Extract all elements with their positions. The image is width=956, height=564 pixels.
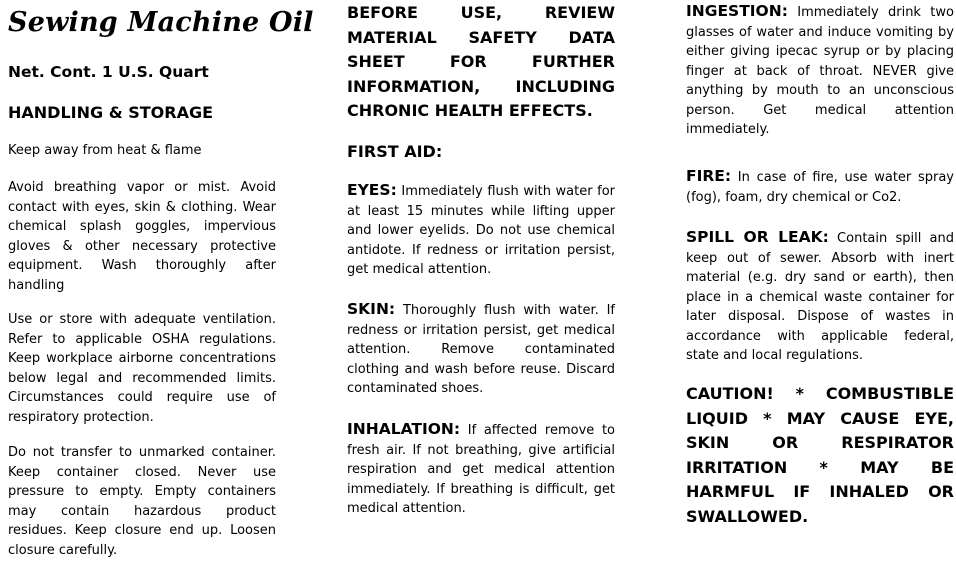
first-aid-ingestion xyxy=(686,2,954,140)
first-aid-eyes xyxy=(347,181,615,280)
first-aid-skin xyxy=(347,300,615,399)
eyes-text: Immediately flush with water for at least 15 minutes while lifting upper and lower eyelids. Do not use chemical antidote. If redness or irritation persist, get medical attention. xyxy=(347,184,615,277)
fire-section xyxy=(686,167,954,207)
handling-paragraph: Use or store with adequate ventilation. Refer to applicable OSHA regulations. Keep workplace airborne concentrations below legal and recommended limits. Circumstances could require use of respiratory protection. xyxy=(8,312,276,425)
first-aid-heading: FIRST AID: xyxy=(347,142,443,161)
brand-title: Sewing Machine Oil xyxy=(8,7,314,38)
fire-text: In case of fire, use water spray (fog), foam, dry chemical or Co2. xyxy=(686,170,954,205)
eyes-label: EYES: xyxy=(347,181,397,199)
first-aid-inhalation xyxy=(347,420,615,519)
handling-paragraph: Keep away from heat & flame xyxy=(8,143,202,158)
inhalation-text: If affected remove to fresh air. If not breathing, give artificial respiration and get medical attention immediately. If breathing is difficult, get medical attention. xyxy=(347,423,615,516)
inhalation-label: INHALATION: xyxy=(347,420,461,438)
ingestion-label: INGESTION: xyxy=(686,2,788,20)
spill-section xyxy=(686,228,954,366)
skin-text: Thoroughly flush with water. If redness or irritation persist, get medical attention. Remove contaminated clothing and wash before reuse. Discard contaminated shoes. xyxy=(347,303,615,396)
caution-warning: CAUTION! * COMBUSTIBLE LIQUID * MAY CAUSE EYE, SKIN OR RESPIRATOR IRRITATION * MAY BE HARMFUL IF INHALED OR SWALLOWED. xyxy=(686,384,954,526)
handling-paragraph: Avoid breathing vapor or mist. Avoid contact with eyes, skin & clothing. Wear chemical splash goggles, impervious gloves & other necessary protective equipment. Wash thoroughly after handling xyxy=(8,180,276,293)
column-handling xyxy=(8,0,314,558)
spill-label: SPILL OR LEAK: xyxy=(686,228,829,246)
fire-label: FIRE: xyxy=(686,167,732,185)
msds-notice: BEFORE USE, REVIEW MATERIAL SAFETY DATA SHEET FOR FURTHER INFORMATION, INCLUDING CHRONIC HEALTH EFFECTS. xyxy=(347,3,615,120)
handling-paragraph: Do not transfer to unmarked container. Keep container closed. Never use pressure to empty. Empty containers may contain hazardous product residues. Keep closure end up. Loosen closure carefully. xyxy=(8,445,276,558)
skin-label: SKIN: xyxy=(347,300,396,318)
handling-heading: HANDLING & STORAGE xyxy=(8,103,214,122)
spill-text: Contain spill and keep out of sewer. Absorb with inert material (e.g. dry sand or earth), then place in a chemical waste container for later disposal. Dispose of wastes in accordance with applicable federal, state and local regulations. xyxy=(686,231,954,363)
net-contents: Net. Cont. 1 U.S. Quart xyxy=(8,63,209,81)
ingestion-text: Immediately drink two glasses of water and induce vomiting by either giving ipecac syrup or by placing finger at back of throat. NEVER give anything by mouth to an unconscious person. Get medical attention immediately. xyxy=(686,5,954,137)
